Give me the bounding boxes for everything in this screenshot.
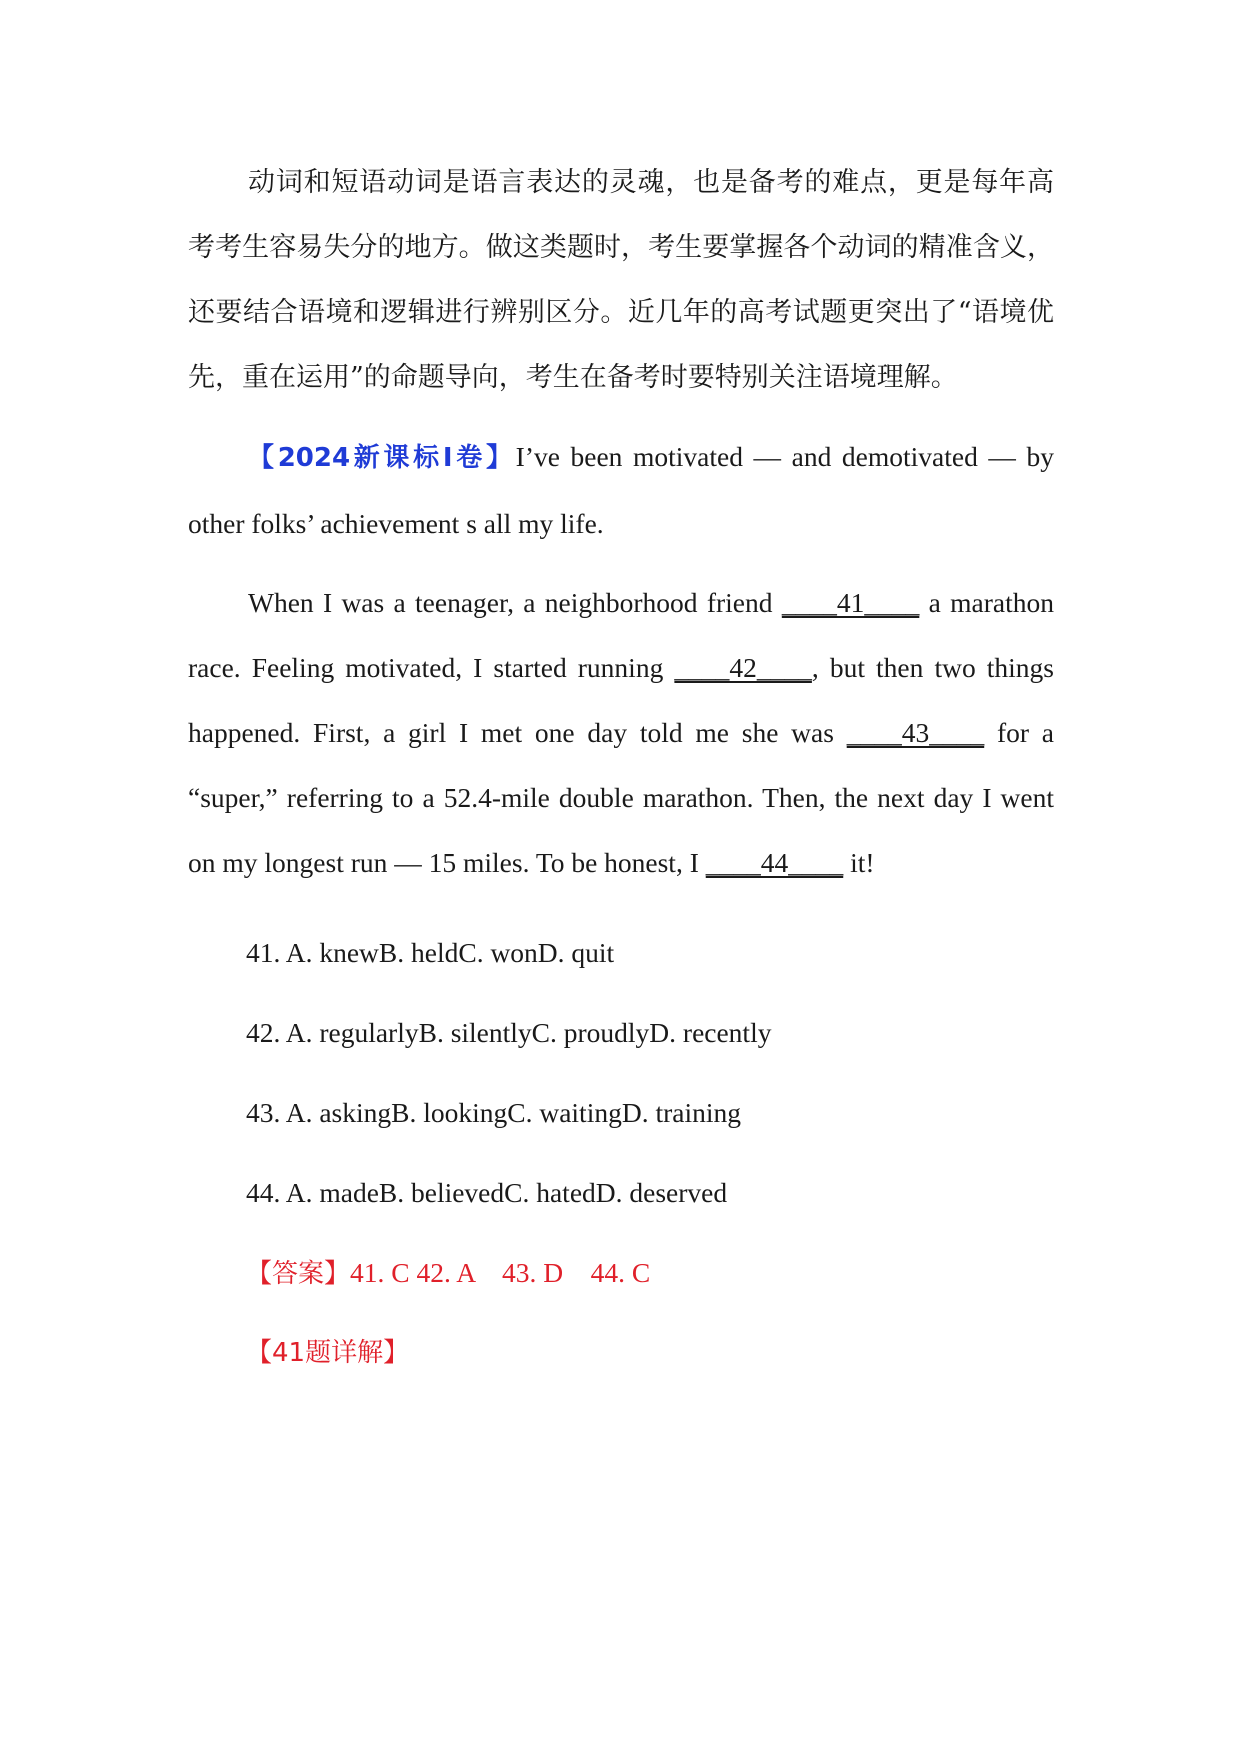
question-41: 41. A. knewB. heldC. wonD. quit (246, 937, 615, 968)
intro-paragraph: 动词和短语动词是语言表达的灵魂，也是备考的难点，更是每年高考考生容易失分的地方。做这类题时，考生要掌握各个动词的精准含义，还要结合语境和逻辑进行辨别区分。近几年的高考试题更突出了“语境优先，重在运用”的命题导向，考生在备考时要特别关注语境理解。 (188, 167, 1054, 393)
blank-41: ____41____ (781, 587, 920, 618)
passage-paragraph (188, 570, 1054, 895)
blank-42: ____42____ (674, 652, 812, 683)
source-paragraph (188, 424, 1054, 556)
answer-text: 41. C 42. A 43. D 44. C (350, 1257, 651, 1288)
question-44: 44. A. madeB. believedC. hatedD. deserved (246, 1177, 728, 1208)
passage-text-1: When I was a teenager, a neighborhood friend (248, 587, 782, 618)
answer-line (188, 1233, 1054, 1313)
answer-label: 【答案】 (246, 1259, 351, 1289)
source-tag: 【2024新课标Ⅰ卷】 (248, 443, 516, 473)
question-43: 43. A. askingB. lookingC. waitingD. training (246, 1097, 741, 1128)
source-text: I’ve been motivated — and demotivated — by other folks’ achievement s all my life. (188, 441, 1054, 539)
document-body (188, 150, 1054, 1393)
detail-heading: 【41题详解】 (246, 1338, 410, 1368)
passage-text-3: , but then two things happened. First, a girl I met one day told me she was (188, 652, 1054, 748)
passage-text-5: it! (843, 847, 875, 878)
question-list (188, 913, 1054, 1393)
question-42: 42. A. regularlyB. silentlyC. proudlyD. recently (246, 1017, 772, 1048)
blank-43: ____43____ (846, 717, 985, 748)
passage-text-2: a marathon race. Feeling motivated, I started running (188, 587, 1054, 683)
blank-44: ____44____ (705, 847, 844, 878)
passage-text-4: for a “super,” referring to a 52.4-mile double marathon. Then, the next day I went on my longest run — 15 miles. To be honest, I (188, 717, 1054, 878)
